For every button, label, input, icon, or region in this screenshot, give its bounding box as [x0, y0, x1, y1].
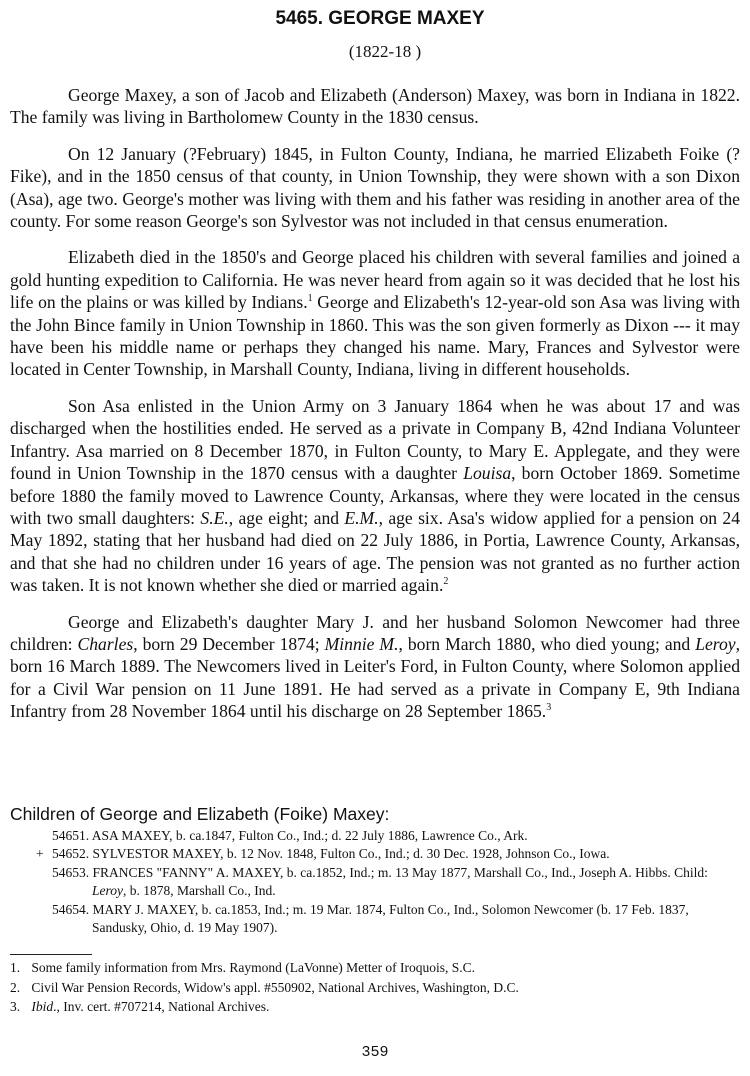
list-item: 54654. MARY J. MAXEY, b. ca.1853, Ind.; m. 19 Mar. 1874, Fulton Co., Ind., Solomon Newcomer (b. 17 Feb. 1837, Sandusky, Ohio, d. 19 May 1907). [52, 901, 689, 936]
list-item: 54653. FRANCES "FANNY" A. MAXEY, b. ca.1852, Ind.; m. 13 May 1877, Marshall Co., Ind., Joseph A. Hibbs. Child: Leroy, b. 1878, Marshall Co., Ind. [52, 864, 708, 899]
italic-name: E.M. [344, 507, 379, 528]
paragraph: Elizabeth died in the 1850's and George placed his children with several families and joined a gold hunting expedition to California. He was never heard from again so it was decided that he lost his life on the plains or was killed by Indians.$^1$ George and Elizabeth's 12-year-old son Asa was living with the John Bince family in Union Township in 1860. This was the son given formerly as Dixon --- it may have been his middle name or perhaps they changed his name. Mary, Frances and Sylvestor were located in Center Township, in Marshall County, Indiana, living in different households. [10, 247, 740, 380]
descendant-marker: + [36, 846, 44, 862]
list-item: + 54652. SYLVESTOR MAXEY, b. 12 Nov. 1848, Fulton Co., Ind.; d. 30 Dec. 1928, Johnson Co., Iowa. [50, 845, 740, 863]
children-heading: Children of George and Elizabeth (Foike) Maxey: [10, 804, 390, 824]
biography-body [10, 84, 740, 737]
footnote-divider [10, 954, 92, 955]
paragraph: On 12 January (?February) 1845, in Fulton County, Indiana, he married Elizabeth Foike (?Fike), and in the 1850 census of that county, in Union Township, they were shown with a son Dixon (Asa), age two. George's mother was living with them and his father was residing in another area of the county. For some reason George's son Sylvestor was not included in that census enumeration. [10, 143, 740, 232]
italic-name: Leroy [695, 633, 736, 654]
italic-name: Minnie M. [324, 633, 399, 654]
footnote-ref[interactable]: 3 [546, 702, 552, 714]
footnote: 1. Some family information from Mrs. Raymond (LaVonne) Metter of Iroquois, S.C. [10, 960, 476, 975]
footnote-ref[interactable]: 2 [443, 576, 449, 588]
italic-name: Charles [77, 633, 134, 654]
footnote: 2. Civil War Pension Records, Widow's appl. #550902, National Archives, Washington, D.C. [10, 979, 519, 995]
entry-dates: (1822-18 ) [348, 42, 422, 61]
paragraph: George and Elizabeth's daughter Mary J. and her husband Solomon Newcomer had three children: Charles, born 29 December 1874; Minnie M., born March 1880, who died young; and Leroy, born 16 March 1889. The Newcomers lived in Leiter's Ford, in Fulton County, where Solomon applied for a Civil War pension on 11 June 1891. He had served as a private in Company E, 9th Indiana Infantry from 28 November 1864 until his discharge on 28 September 1865.$^3$ [10, 611, 740, 722]
footnotes [10, 958, 740, 1017]
children-list [10, 827, 740, 937]
paragraph: George Maxey, a son of Jacob and Elizabeth (Anderson) Maxey, was born in Indiana in 1822. The family was living in Bartholomew County in the 1830 census. [10, 85, 740, 128]
footnote-ref[interactable]: 1 [307, 293, 313, 305]
footnote: 3. Ibid., Inv. cert. #707214, National Archives. [10, 999, 270, 1014]
list-item: 54651. ASA MAXEY, b. ca.1847, Fulton Co., Ind.; d. 22 July 1886, Lawrence Co., Ark. [52, 828, 528, 843]
page-number: 359 [361, 1044, 389, 1061]
italic-name: Louisa [463, 463, 512, 484]
italic-name: S.E. [200, 507, 229, 528]
entry-title: 5465. GEORGE MAXEY [275, 8, 485, 29]
paragraph: Son Asa enlisted in the Union Army on 3 January 1864 when he was about 17 and was discharged when the hostilities ended. He served as a private in Company B, 42nd Indiana Volunteer Infantry. Asa married on 8 December 1870, in Fulton County, to Mary E. Applegate, and they were found in Union Township in the 1870 census with a daughter Louisa, born October 1869. Sometime before 1880 the family moved to Lawrence County, Arkansas, where they were located in the census with two small daughters: S.E., age eight; and E.M., age six. Asa's widow applied for a pension on 24 May 1892, stating that her husband had died on 22 July 1886, in Portia, Lawrence County, Arkansas, and that she had no children under 16 years of age. The pension was not granted as no further action was taken. It is not known whether she died or married again.$^2$ [10, 395, 741, 596]
